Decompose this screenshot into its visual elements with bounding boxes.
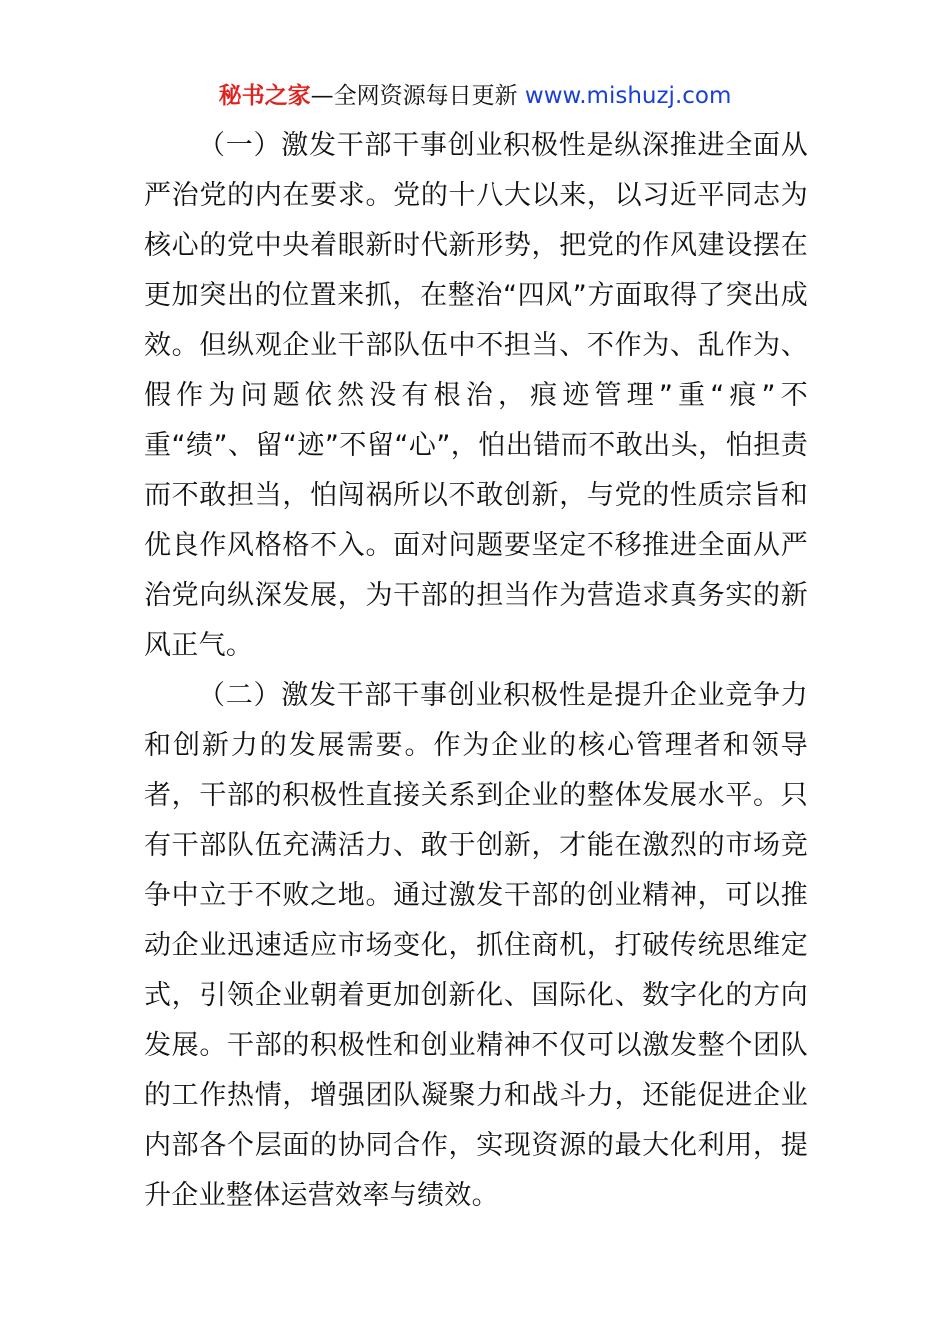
site-url-link[interactable]: www.mishuzj.com [524, 83, 732, 109]
paragraph-1: （一）激发干部干事创业积极性是纵深推进全面从严治党的内在要求。党的十八大以来，以习近平同志为核心的党中央着眼新时代新形势，把党的作风建设摆在更加突出的位置来抓，在整治“四风”方面取得了突出成效。但纵观企业干部队伍中不担当、不作为、乱作为、假作为问题依然没有根治，痕迹管理”重“痕”不重“绩”、留“迹”不留“心”，怕出错而不敢出头，怕担责而不敢担当，怕闯祸所以不敢创新，与党的性质宗旨和优良作风格格不入。面对问题要坚定不移推进全面从严治党向纵深发展，为干部的担当作为营造求真务实的新风正气。 [144, 130, 808, 661]
document-body [144, 121, 808, 1221]
paragraph-2: （二）激发干部干事创业积极性是提升企业竞争力和创新力的发展需要。作为企业的核心管理者和领导者，干部的积极性直接关系到企业的整体发展水平。只有干部队伍充满活力、敢于创新，才能在激烈的市场竞争中立于不败之地。通过激发干部的创业精神，可以推动企业迅速适应市场变化，抓住商机，打破传统思维定式，引领企业朝着更加创新化、国际化、数字化的方向发展。干部的积极性和创业精神不仅可以激发整个团队的工作热情，增强团队凝聚力和战斗力，还能促进企业内部各个层面的协同合作，实现资源的最大化利用，提升企业整体运营效率与绩效。 [144, 680, 808, 1211]
site-brand: 秘书之家 [218, 83, 311, 109]
site-tagline: —全网资源每日更新 [310, 83, 518, 109]
site-header [0, 80, 950, 112]
